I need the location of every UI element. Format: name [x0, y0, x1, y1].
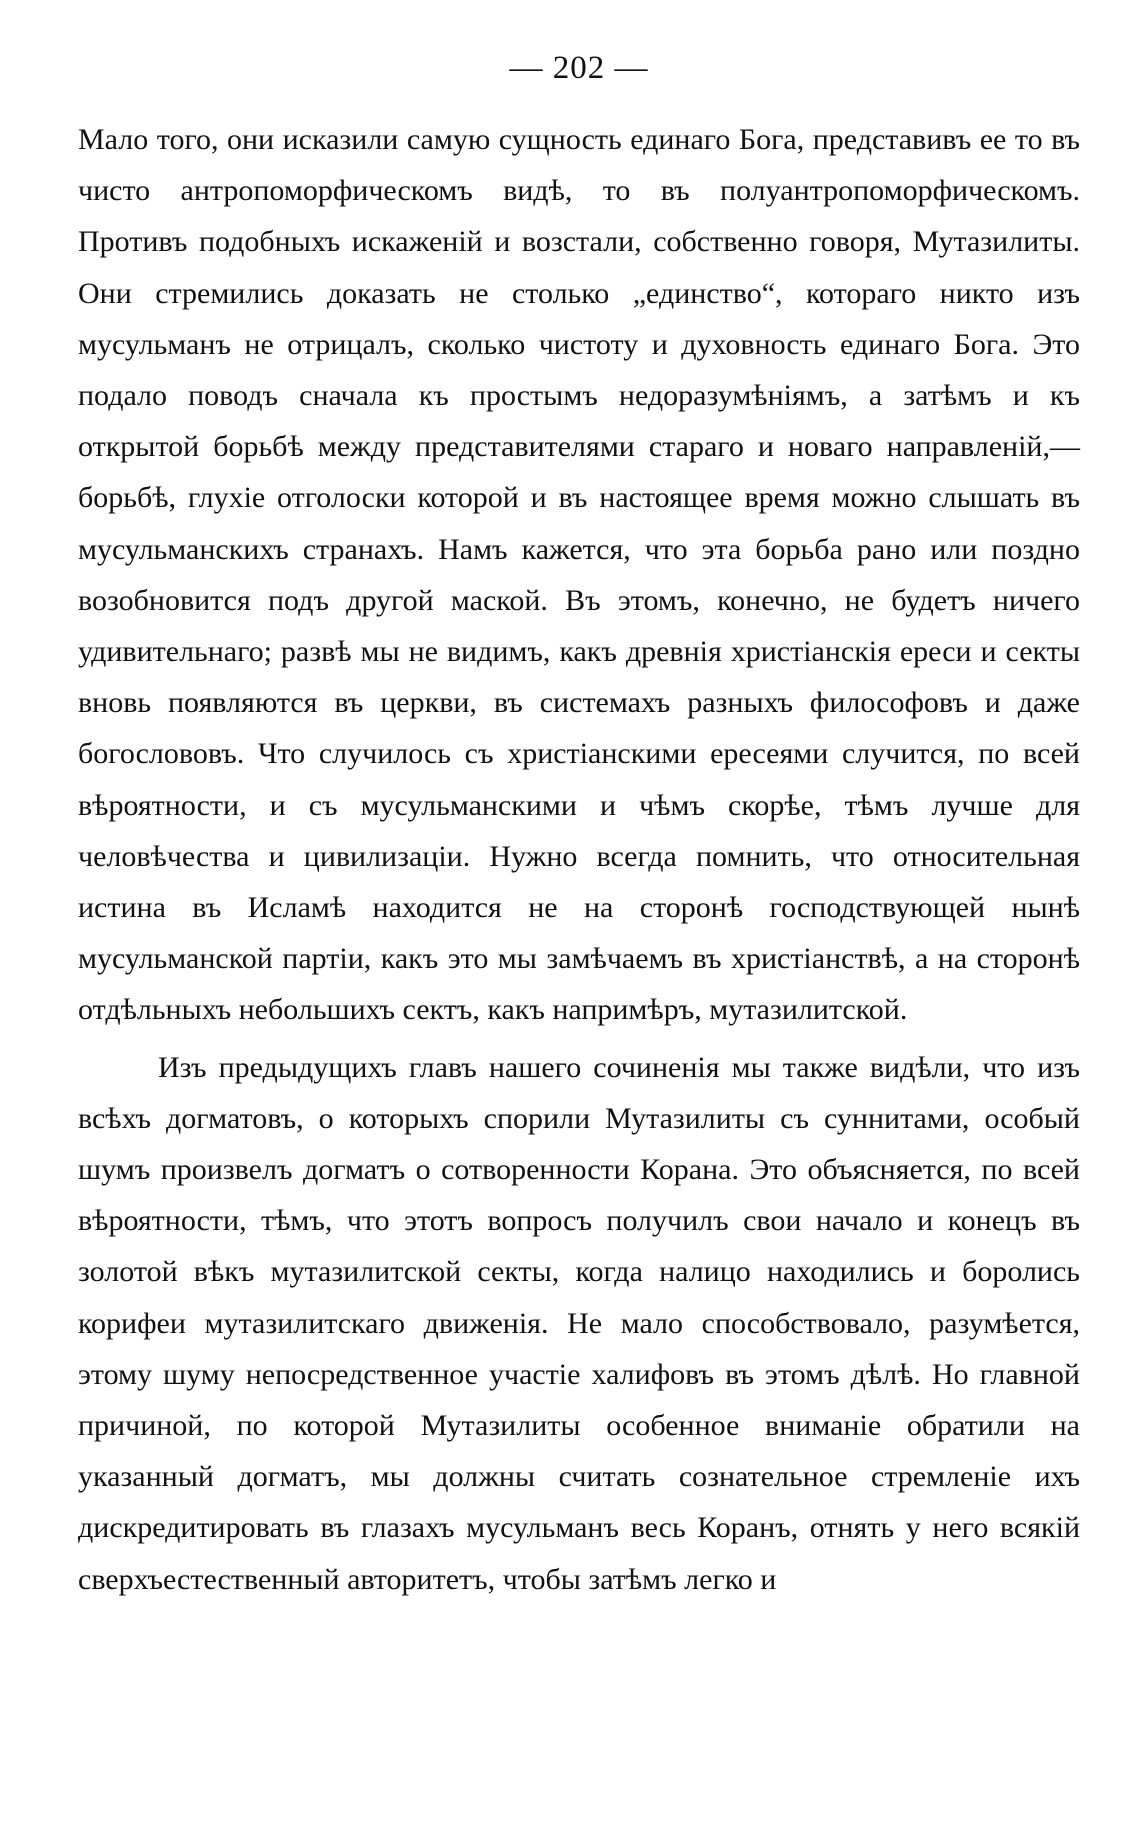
paragraph-1: Мало того, они исказили самую сущность единаго Бога, представивъ ее то въ чисто антропоморфическомъ видѣ, то въ полуантропоморфическомъ. Противъ подобныхъ искаженій и возстали, собственно говоря, Мутазилиты. Они стремились доказать не столько „единство“, котораго никто изъ мусульманъ не отрицалъ, сколько чистоту и духовность единаго Бога. Это подало поводъ сначала къ простымъ недоразумѣніямъ, а затѣмъ и къ открытой борьбѣ между представителями стараго и новаго направленій,—борьбѣ, глухіе отголоски которой и въ настоящее время можно слышать въ мусульманскихъ странахъ. Намъ кажется, что эта борьба рано или поздно возобновится подъ другой маской. Въ этомъ, конечно, не будетъ ничего удивительнаго; развѣ мы не видимъ, какъ древнія христіанскія ереси и секты вновь появляются въ церкви, въ системахъ разныхъ философовъ и даже богослововъ. Что случилось съ христіанскими ересеями случится, по всей вѣроятности, и съ мусульманскими и чѣмъ скорѣе, тѣмъ лучше для человѣчества и цивилизаціи. Нужно всегда помнить, что относительная истина въ Исламѣ находится не на сторонѣ господствующей нынѣ мусульманской партіи, какъ это мы замѣчаемъ въ христіанствѣ, а на сторонѣ отдѣльныхъ небольшихъ сектъ, какъ напримѣръ, мутазилитской.: [78, 123, 1080, 1027]
paragraph-2: Изъ предыдущихъ главъ нашего сочиненія мы также видѣли, что изъ всѣхъ догматовъ, о которыхъ спорили Мутазилиты съ суннитами, особый шумъ произвелъ догматъ о сотворенности Корана. Это объясняется, по всей вѣроятности, тѣмъ, что этотъ вопросъ получилъ свои начало и конецъ въ золотой вѣкъ мутазилитской секты, когда налицо находились и боролись корифеи мутазилитскаго движенія. Не мало способствовало, разумѣется, этому шуму непосредственное участіе халифовъ въ этомъ дѣлѣ. Но главной причиной, по которой Мутазилиты особенное вниманіе обратили на указанный догматъ, мы должны считать сознательное стремленіе ихъ дискредитировать въ глазахъ мусульманъ весь Коранъ, отнять у него всякій сверхъестественный авторитетъ, чтобы затѣмъ легко и: [78, 1050, 1080, 1596]
body-text: [78, 114, 1080, 1605]
page-number: — 202 —: [509, 50, 649, 86]
